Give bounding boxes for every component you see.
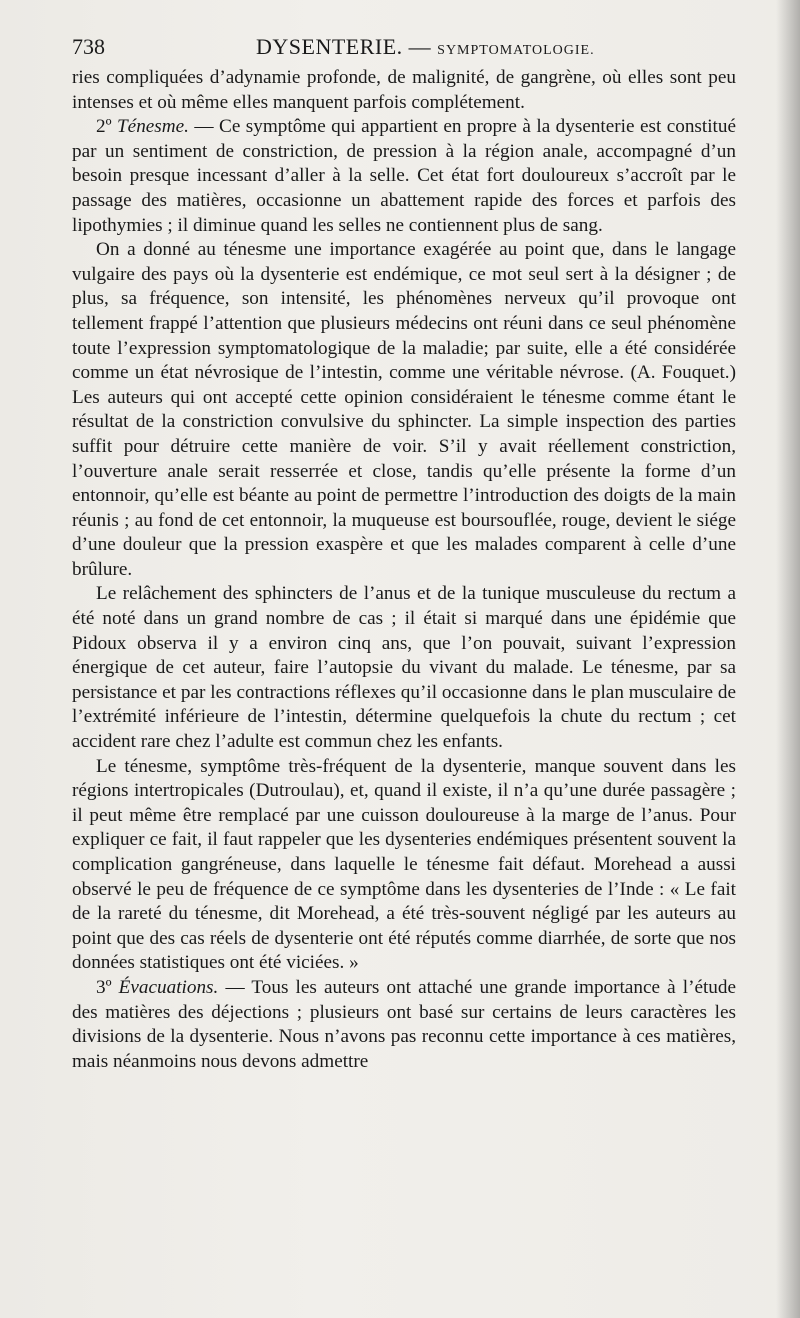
paragraph-text: — Tous les auteurs ont attaché une grande importance à l’étude des matières des déjections ; plusieurs ont basé sur certains de leurs caractères les divisions de la dysenterie. Nous n’avons pas reconnu cette importance à ces matières, mais néanmoins nous devons admettre bbox=[72, 976, 737, 1072]
section-heading: Évacuations. bbox=[118, 976, 219, 998]
paragraph-evacuations bbox=[72, 976, 736, 1074]
paragraph-text: Le ténesme, symptôme très-fréquent de la dysenterie, manque souvent dans les régions intertropicales (Dutroulau), et, quand il existe, il n’a qu’une durée passagère ; il peut même être remplacé par une cuisson douloureuse à la marge de l’anus. Pour expliquer ce fait, il faut rappeler que les dysenteries endémiques présentent souvent la complication gangréneuse, dans laquelle le ténesme fait défaut. Morehead a aussi observé le peu de fréquence de ce symptôme dans les dysenteries de l’Inde : « Le fait de la rareté du ténesme, dit Morehead, a été très-souvent négligé par les auteurs au point que des cas réels de dysenterie ont été réputés comme diarrhée, de sorte que nos données statistiques ont été viciées. » bbox=[72, 755, 736, 974]
page-header bbox=[72, 28, 734, 62]
running-head-title: DYSENTERIE. bbox=[256, 34, 403, 59]
paragraph-tenesme bbox=[72, 115, 736, 238]
running-head bbox=[256, 34, 595, 60]
paragraph-text: Le relâchement des sphincters de l’anus et de la tunique musculeuse du rectum a été noté dans un grand nombre de cas ; il était si marqué dans une épidémie que Pidoux observa il y a environ cinq ans, que l’on pouvait, suivant l’expression énergique de cet auteur, faire l’autopsie du vivant du malade. Le ténesme, par sa persistance et par les contractions réflexes qu’il occasionne dans le plan musculaire de l’extrémité inférieure de l’intestin, détermine quelquefois la chute du rectum ; cet accident rare chez l’adulte est commun chez les enfants. bbox=[72, 583, 736, 753]
page-edge-shadow bbox=[776, 0, 800, 1318]
paragraph-relachement bbox=[72, 582, 736, 754]
paragraph-text: ries compliquées d’adynamie profonde, de malignité, de gangrène, où elles sont peu intenses et où même elles manquent parfois complétement. bbox=[72, 67, 736, 113]
section-number: 2º bbox=[96, 116, 112, 138]
section-heading: Ténesme. bbox=[117, 116, 189, 138]
running-head-separator: — bbox=[408, 34, 432, 59]
running-head-section: SYMPTOMATOLOGIE. bbox=[437, 43, 595, 58]
paragraph-frequence bbox=[72, 755, 736, 976]
paragraph-importance bbox=[72, 238, 736, 582]
paragraph-text: On a donné au ténesme une importance exagérée au point que, dans le langage vulgaire des pays où la dysenterie est endémique, ce mot seul sert à la désigner ; de plus, sa fréquence, son intensité, les phénomènes nerveux qu’il provoque ont tellement frappé l’attention que plusieurs médecins ont réuni dans ce seul phénomène toute l’expression symptomatologique de la maladie; par suite, elle a été considérée comme un état névrosique de l’intestin, comme une véritable névrose. (A. Fouquet.) Les auteurs qui ont accepté cette opinion considéraient le ténesme comme étant le résultat de la constriction convulsive du sphincter. La simple inspection des parties suffit pour détruire cette manière de voir. S’il y avait réellement constriction, l’ouverture anale serait resserrée et close, tandis qu’elle présente la forme d’un entonnoir, qu’elle est béante au point de permettre l’introduction des doigts de la main réunis ; au fond de cet entonnoir, la muqueuse est boursouflée, rouge, devient le siége d’une douleur que la pression exaspère et que les malades comparent à celle d’une brûlure. bbox=[72, 239, 736, 580]
paragraph-continuation bbox=[72, 66, 736, 115]
page-body bbox=[72, 66, 736, 1074]
section-number: 3º bbox=[96, 976, 112, 998]
page-number: 738 bbox=[72, 34, 105, 59]
paragraph-text: — Ce symptôme qui appartient en propre à la dysenterie est constitué par un sentiment de constriction, de pression à la région anale, accompagné d’un besoin presque incessant d’aller à la selle. Cet état fort douloureux s’accroît par le passage des matières, occasionne un abattement rapide des forces et parfois des lipothymies ; il diminue quand les selles ne contiennent plus de sang. bbox=[72, 116, 736, 236]
